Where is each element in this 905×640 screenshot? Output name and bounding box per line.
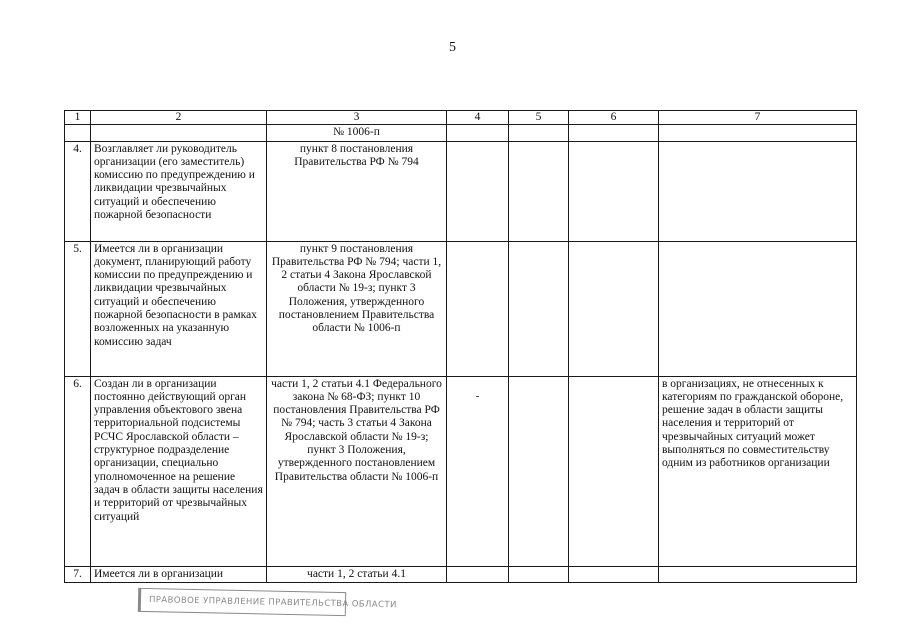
row-number: 7. (65, 566, 91, 582)
column-header: 1 (65, 111, 91, 125)
note-cell: в организациях, не отнесенных к категориям по гражданской обороне, решение задач в области защиты населения и территорий от чрезвычайных ситуаций может выполняться по совместительству одним из работников организации (659, 376, 857, 566)
table-row (65, 141, 857, 241)
dash-mark: - (475, 389, 480, 402)
col6-cell (569, 566, 659, 582)
col6-cell (569, 141, 659, 241)
column-header: 3 (267, 111, 447, 125)
row-number: 5. (65, 241, 91, 376)
legal-basis-cell: пункт 8 постановления Правительства РФ № 794 (267, 141, 447, 241)
col4-cell (447, 376, 509, 566)
row-number: 6. (65, 376, 91, 566)
col4-cell (447, 241, 509, 376)
question-cell: Возглавляет ли руководитель организации (его заместитель) комиссию по предупреждению и ликвидации чрезвычайных ситуаций и обеспечению пожарной безопасности (91, 141, 267, 241)
column-header: 7 (659, 111, 857, 125)
col6-cell (569, 376, 659, 566)
legal-department-stamp: ПРАВОВОЕ УПРАВЛЕНИЕ ПРАВИТЕЛЬСТВА ОБЛАСТИ (138, 588, 346, 616)
column-header: 2 (91, 111, 267, 125)
question-cell: Имеется ли в организации (91, 566, 267, 582)
page-number: 5 (449, 40, 456, 55)
continuation-basis: № 1006-п (267, 125, 447, 141)
column-header-row (65, 111, 857, 125)
note-cell (659, 141, 857, 241)
row-number: 4. (65, 141, 91, 241)
col6-cell (569, 241, 659, 376)
col5-cell (509, 241, 569, 376)
legal-basis-cell: части 1, 2 статьи 4.1 (267, 566, 447, 582)
table-row (65, 376, 857, 566)
checklist-table (64, 110, 857, 583)
note-cell (659, 566, 857, 582)
question-cell: Создан ли в организации постоянно действующий орган управления объектового звена территориальной подсистемы РСЧС Ярославской области – структурное подразделение организации, специально уполномоченное на решение задач в области защиты населения и территорий от чрезвычайных ситуаций (91, 376, 267, 566)
column-header: 4 (447, 111, 509, 125)
note-cell (659, 241, 857, 376)
table-row (65, 241, 857, 376)
col5-cell (509, 566, 569, 582)
table-row (65, 566, 857, 582)
legal-basis-cell: пункт 9 постановления Правительства РФ № 794; части 1, 2 статьи 4 Закона Ярославской области № 19-з; пункт 3 Положения, утвержденного постановлением Правительства области № 1006-п (267, 241, 447, 376)
question-cell: Имеется ли в организации документ, планирующий работу комиссии по предупреждению и ликвидации чрезвычайных ситуаций и обеспечению пожарной безопасности в рамках возложенных на указанную комиссию задач (91, 241, 267, 376)
continuation-row (65, 125, 857, 141)
col5-cell (509, 376, 569, 566)
column-header: 6 (569, 111, 659, 125)
legal-basis-cell: части 1, 2 статьи 4.1 Федерального закона № 68-ФЗ; пункт 10 постановления Правительства РФ № 794; часть 3 статьи 4 Закона Ярославской области № 19-з; пункт 3 Положения, утвержденного постановлением Правительства области № 1006-п (267, 376, 447, 566)
col4-cell (447, 141, 509, 241)
col4-cell (447, 566, 509, 582)
col5-cell (509, 141, 569, 241)
column-header: 5 (509, 111, 569, 125)
